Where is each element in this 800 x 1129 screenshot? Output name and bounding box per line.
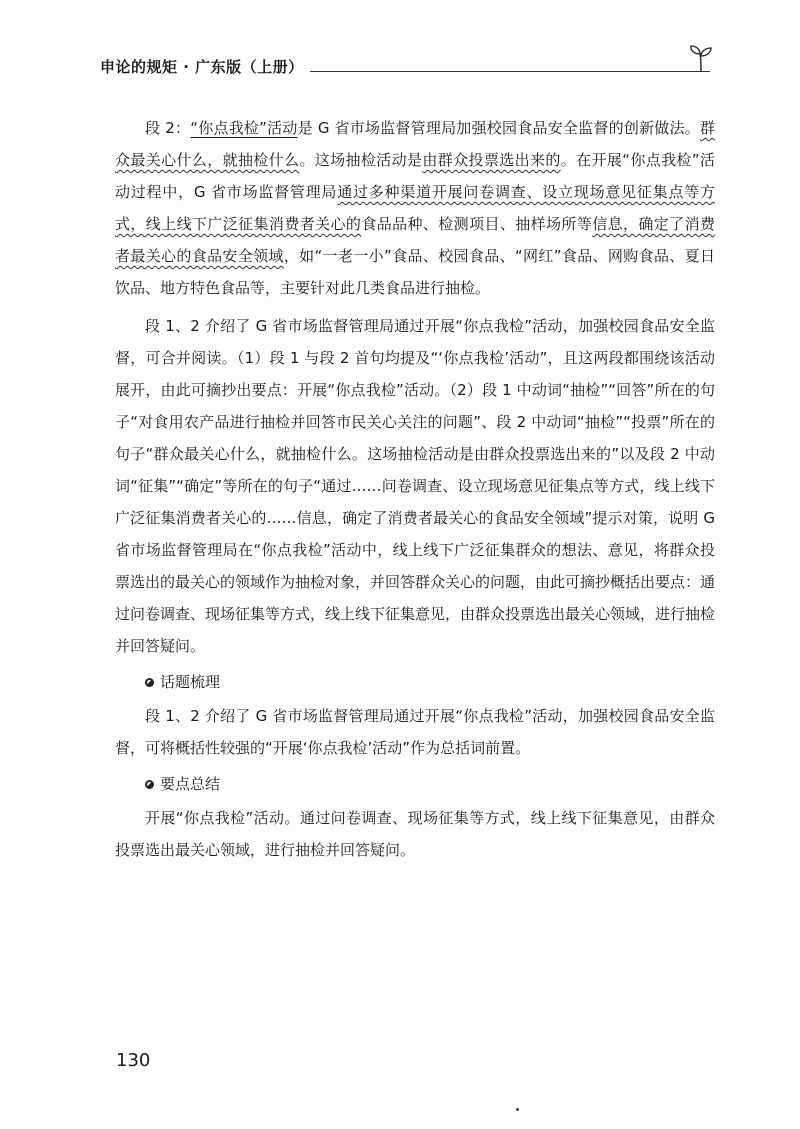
text-run: 。在开展“你点我检”活动过程中，G 省市场监督管理局 xyxy=(115,151,715,201)
bullet-icon xyxy=(145,678,154,687)
text-run: ，如“一老一小”食品、校园食品、“网红”食品、网购食品、夏日饮品、地方特色食品等，主要针对此几类食品进行抽检。 xyxy=(115,247,715,297)
text-run: 是 G 省市场监督管理局加强校园食品安全监督的创新做法。 xyxy=(297,119,700,137)
para-label: 段 2： xyxy=(145,119,191,137)
bullet-icon xyxy=(145,780,154,789)
header-rule xyxy=(310,71,710,72)
section-summary-heading xyxy=(115,768,715,800)
running-header xyxy=(100,50,710,76)
paragraph-source-2 xyxy=(115,112,715,304)
text-run: 。这场抽检活动是 xyxy=(299,151,423,169)
wavy-underlined-phrase: 群众最关心什么，就抽检什么 xyxy=(115,119,716,169)
summary-paragraph: 开展“你点我检”活动。通过问卷调查、现场征集等方式，线上线下征集意见，由群众投票选出最关心领域，进行抽检并回答疑问。 xyxy=(115,809,715,859)
book-title: 申论的规矩 · 广东版（上册） xyxy=(100,58,304,76)
underlined-phrase: “你点我检”活动 xyxy=(190,119,298,137)
wavy-underlined-phrase: 由群众投票选出来的 xyxy=(422,151,561,169)
wavy-underlined-phrase: 信息，确定了消费者最关心的食品安全领域 xyxy=(115,215,715,265)
analysis-paragraph: 段 1、2 介绍了 G 省市场监督管理局通过开展“你点我检”活动，加强校园食品安全监督，可合并阅读。（1）段 1 与段 2 首句均提及“‘你点我检’活动”，且这两段都围绕该活动展开，由此可摘抄出要点：开展“你点我检”活动。（2）段 1 中动词“抽检”“回答”所在的句子“对食用农产品进行抽检并回答市民关心关注的问题”、段 2 中动词“抽检”“投票”所在的句子“群众最关心什么，就抽检什么。这场抽检活动是由群众投票选出来的”以及段 2 中动词“征集”“确定”等所在的句子“通过……问卷调查、设立现场意见征集点等方式，线上线下广泛征集消费者关心的……信息，确定了消费者最关心的食品安全领域”提示对策，说明 G 省市场监督管理局在“你点我检”活动中，线上线下广泛征集群众的想法、意见，将群众投票选出的最关心的领域作为抽检对象，并回答群众关心的问题，由此可摘抄概括出要点：通过问卷调查、现场征集等方式，线上线下征集意见，由群众投票选出最关心领域，进行抽检并回答疑问。 xyxy=(115,317,716,655)
sprout-icon xyxy=(688,44,714,74)
topic-paragraph: 段 1、2 介绍了 G 省市场监督管理局通过开展“你点我检”活动，加强校园食品安全监督，可将概括性较强的“开展‘你点我检’活动”作为总括词前置。 xyxy=(115,707,715,757)
scan-speck xyxy=(516,1108,519,1111)
page-number: 130 xyxy=(116,1050,151,1071)
section-topic-heading xyxy=(115,666,715,698)
wavy-underlined-phrase: 通过多种渠道开展问卷调查、设立现场意见征集点等方式，线上线下广泛征集消费者关心的 xyxy=(115,183,715,233)
section-label: 要点总结 xyxy=(160,775,221,793)
page-body xyxy=(115,112,715,866)
text-run: 食品品种、检测项目、抽样场所等 xyxy=(361,215,593,233)
section-label: 话题梳理 xyxy=(160,673,221,691)
